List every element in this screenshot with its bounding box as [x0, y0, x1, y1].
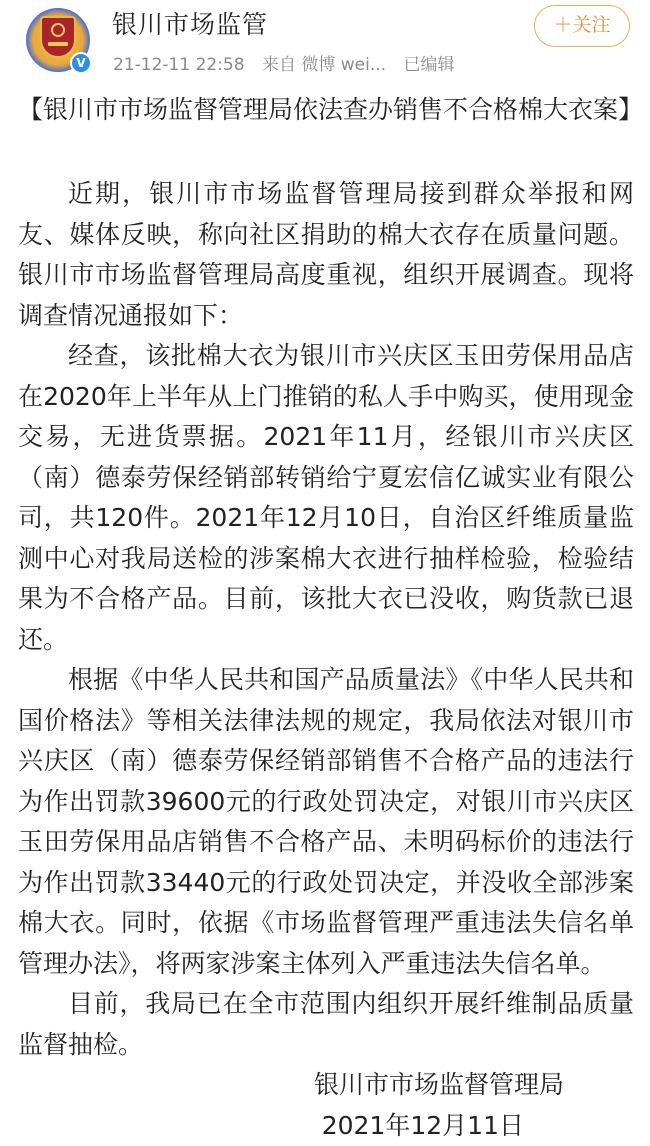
emblem-band-icon [48, 42, 68, 46]
account-name[interactable]: 银川市场监管 [112, 5, 268, 41]
follow-button[interactable]: ＋关注 [534, 5, 630, 47]
edited-label[interactable]: 已编辑 [403, 55, 454, 75]
emblem-icon [40, 16, 76, 58]
post-meta [113, 50, 466, 75]
post-paragraph: 经查，该批棉大衣为银川市兴庆区玉田劳保用品店在2020年上半年从上门推销的私人手中购买，使用现金交易，无进货票据。2021年11月，经银川市兴庆区（南）德泰劳保经销部转销给宁夏宏信亿诚实业有限公司，共120件。2021年12月10日，自治区纤维质量监测中心对我局送检的涉案棉大衣进行抽样检验，检验结果为不合格产品。目前，该批大衣已没收，购货款已退还。 [18, 336, 634, 660]
emblem-circle-icon [51, 23, 65, 37]
post-title: 【银川市市场监督管理局依法查办销售不合格棉大衣案】 [18, 90, 634, 130]
post-source[interactable]: 来自 微博 wei... [262, 55, 386, 75]
post-paragraph: 目前，我局已在全市范围内组织开展纤维制品质量监督抽检。 [18, 984, 634, 1065]
post-paragraph: 近期，银川市市场监督管理局接到群众举报和网友、媒体反映，称向社区捐助的棉大衣存在质量问题。银川市市场监督管理局高度重视，组织开展调查。现将调查情况通报如下： [18, 174, 634, 336]
signature: 银川市市场监督管理局 [18, 1065, 634, 1106]
post-header [0, 0, 650, 84]
verified-icon: V [70, 52, 92, 74]
post-body [18, 90, 634, 1146]
post-timestamp: 21-12-11 22:58 [113, 55, 245, 75]
post-paragraph: 根据《中华人民共和国产品质量法》《中华人民共和国价格法》等相关法律法规的规定，我局依法对银川市兴庆区（南）德泰劳保经销部销售不合格产品的违法行为作出罚款39600元的行政处罚决定，对银川市兴庆区玉田劳保用品店销售不合格产品、未明码标价的违法行为作出罚款33440元的行政处罚决定，并没收全部涉案棉大衣。同时，依据《市场监督管理严重违法失信名单管理办法》，将两家涉案主体列入严重违法失信名单。 [18, 660, 634, 984]
signature-date: 2021年12月11日 [18, 1106, 634, 1146]
